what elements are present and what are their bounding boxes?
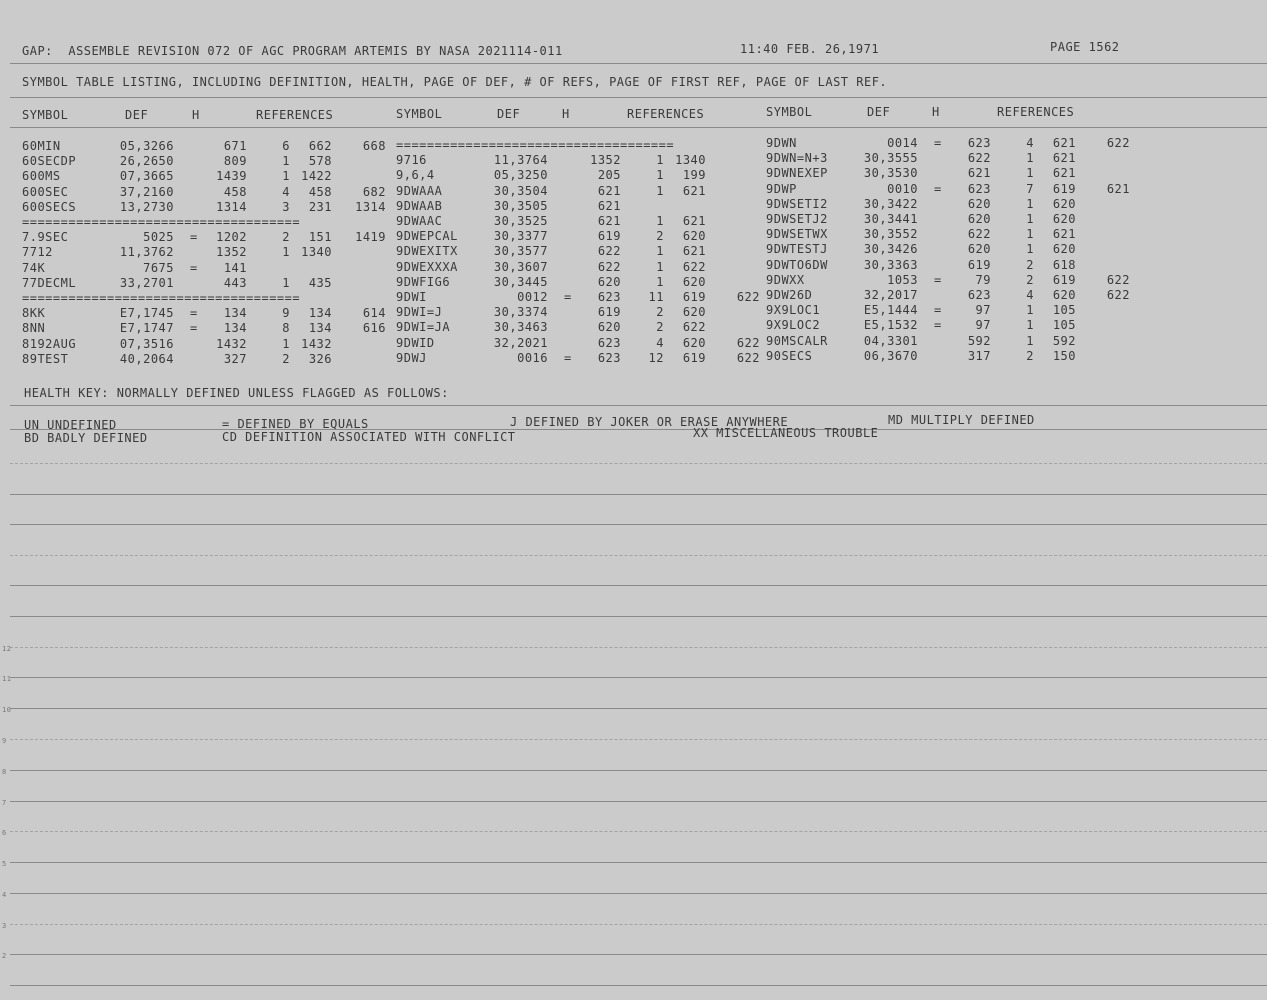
header-references-1: REFERENCES — [256, 108, 334, 122]
def-page-cell: 592 — [967, 333, 991, 348]
ref-count-cell: 1 — [1026, 166, 1034, 181]
health-cell: = — [934, 303, 942, 318]
def-page-cell: 134 — [223, 306, 247, 321]
first-ref-cell: 1340 — [675, 153, 706, 168]
header-program: GAP: ASSEMBLE REVISION 072 OF AGC PROGRAM ARTEMIS BY NASA 2021114-011 — [22, 44, 563, 58]
form-line — [10, 463, 1267, 464]
def-page-cell: 623 — [967, 288, 991, 302]
header-symbol-1: SYMBOL — [22, 108, 69, 122]
first-ref-cell: 620 — [1052, 196, 1076, 211]
def-cell: 26,2650 — [119, 154, 174, 169]
def-cell: 5025 — [143, 230, 174, 245]
symbol-cell: 60SECDP — [22, 154, 77, 169]
health-cell: = — [190, 321, 198, 336]
form-line — [10, 555, 1267, 556]
first-ref-cell: 105 — [1052, 303, 1076, 318]
ref-count-cell: 1 — [282, 154, 290, 169]
first-ref-cell: 620 — [682, 274, 706, 289]
def-page-cell: 621 — [597, 198, 621, 213]
def-page-cell: 327 — [223, 351, 247, 366]
form-line — [10, 985, 1267, 986]
first-ref-cell: 326 — [308, 351, 332, 366]
ref-count-cell: 8 — [282, 321, 290, 336]
header-references-3: REFERENCES — [997, 105, 1075, 119]
health-cell: = — [934, 318, 942, 333]
def-page-cell: 623 — [597, 290, 621, 304]
first-ref-cell: 592 — [1052, 333, 1076, 348]
last-ref-cell: 622 — [736, 335, 760, 350]
symbol-cell: 9DWP — [766, 181, 797, 196]
first-ref-cell: 619 — [1052, 272, 1076, 287]
def-page-cell: 671 — [223, 139, 247, 153]
last-ref-cell: 1314 — [355, 199, 386, 214]
symbol-cell: 60MIN — [22, 139, 61, 153]
margin-number: 6 — [2, 829, 7, 837]
separator-row: ==================================== — [22, 215, 301, 229]
ref-count-cell: 1 — [282, 169, 290, 184]
health-key-md: MD MULTIPLY DEFINED — [888, 413, 1035, 427]
ref-count-cell: 1 — [1026, 318, 1034, 333]
first-ref-cell: 621 — [1052, 136, 1076, 150]
def-cell: 0012 — [517, 290, 548, 304]
symbol-cell: 89TEST — [22, 351, 69, 366]
symbol-cell: 90SECS — [766, 348, 813, 363]
header-h-2: H — [562, 107, 570, 121]
header-symbol-3: SYMBOL — [766, 105, 813, 119]
first-ref-cell: 619 — [1052, 181, 1076, 196]
def-page-cell: 1352 — [216, 245, 247, 260]
def-cell: 30,3577 — [493, 244, 548, 259]
symbol-cell: 9DWN — [766, 136, 797, 150]
ref-count-cell: 2 — [656, 320, 664, 335]
def-page-cell: 620 — [967, 242, 991, 257]
first-ref-cell: 618 — [1052, 257, 1076, 272]
form-line — [10, 801, 1267, 802]
last-ref-cell: 668 — [362, 139, 386, 153]
symbol-cell: 9DWTO6DW — [766, 257, 828, 272]
first-ref-cell: 1422 — [301, 169, 332, 184]
form-line — [10, 677, 1267, 678]
def-cell: 30,3505 — [493, 198, 548, 213]
symbol-cell: 8KK — [22, 306, 46, 321]
def-cell: 30,3377 — [493, 229, 548, 244]
health-key-bd: BD BADLY DEFINED — [24, 431, 148, 445]
def-page-cell: 79 — [975, 272, 991, 287]
health-cell: = — [564, 290, 572, 304]
def-cell: 0014 — [887, 136, 918, 150]
form-line — [10, 647, 1267, 648]
def-cell: 7675 — [143, 260, 174, 275]
def-page-cell: 623 — [597, 335, 621, 350]
ref-count-cell: 7 — [1026, 181, 1034, 196]
rule — [10, 429, 1267, 430]
ref-count-cell: 2 — [656, 305, 664, 320]
def-page-cell: 134 — [223, 321, 247, 336]
def-page-cell: 619 — [967, 257, 991, 272]
def-cell: 0010 — [887, 181, 918, 196]
def-page-cell: 621 — [967, 166, 991, 181]
first-ref-cell: 1432 — [301, 336, 332, 351]
header-def-1: DEF — [125, 108, 149, 122]
first-ref-cell: 620 — [1052, 212, 1076, 226]
form-line — [10, 616, 1267, 617]
first-ref-cell: 621 — [682, 183, 706, 198]
def-page-cell: 622 — [967, 227, 991, 242]
def-page-cell: 620 — [597, 274, 621, 289]
def-cell: 30,3363 — [863, 257, 918, 272]
symbol-cell: 9DWEXITX — [396, 244, 458, 259]
ref-count-cell: 1 — [656, 274, 664, 289]
first-ref-cell: 199 — [682, 168, 706, 183]
rule — [10, 127, 1267, 128]
def-page-cell: 1439 — [216, 169, 247, 184]
first-ref-cell: 435 — [308, 275, 332, 290]
symbol-cell: 9DWTESTJ — [766, 242, 828, 257]
last-ref-cell: 1419 — [355, 230, 386, 245]
def-cell: 30,3374 — [493, 305, 548, 320]
def-cell: 30,3422 — [863, 196, 918, 211]
symbol-cell: 9DWSETI2 — [766, 196, 828, 211]
header-page: PAGE 1562 — [1050, 40, 1120, 54]
symbol-cell: 9,6,4 — [396, 168, 435, 183]
def-cell: 11,3762 — [119, 245, 174, 260]
ref-count-cell: 1 — [1026, 333, 1034, 348]
symbol-cell: 9X9LOC1 — [766, 303, 821, 318]
symbol-cell: 77DECML — [22, 275, 77, 290]
ref-count-cell: 1 — [282, 275, 290, 290]
symbol-cell: 9DWAAA — [396, 183, 443, 198]
symbol-cell: 9DWFIG6 — [396, 274, 451, 289]
def-page-cell: 623 — [597, 350, 621, 365]
header-h-1: H — [192, 108, 200, 122]
def-page-cell: 1314 — [216, 199, 247, 214]
def-page-cell: 1202 — [216, 230, 247, 245]
symbol-cell: 9DWEXXXA — [396, 259, 458, 274]
ref-count-cell: 2 — [1026, 257, 1034, 272]
symbol-cell: 8192AUG — [22, 336, 77, 351]
ref-count-cell: 1 — [1026, 196, 1034, 211]
def-page-cell: 622 — [597, 259, 621, 274]
rule — [10, 63, 1267, 64]
def-cell: 04,3301 — [863, 333, 918, 348]
header-h-3: H — [932, 105, 940, 119]
def-cell: E7,1747 — [119, 321, 174, 336]
margin-number: 4 — [2, 891, 7, 899]
health-key-title: HEALTH KEY: NORMALLY DEFINED UNLESS FLAGGED AS FOLLOWS: — [24, 386, 449, 400]
symbol-cell: 8NN — [22, 321, 46, 336]
def-cell: 05,3266 — [119, 139, 174, 153]
first-ref-cell: 134 — [308, 321, 332, 336]
ref-count-cell: 12 — [648, 350, 664, 365]
def-page-cell: 619 — [597, 229, 621, 244]
def-cell: 33,2701 — [119, 275, 174, 290]
symbol-cell: 600SEC — [22, 184, 69, 199]
caption: SYMBOL TABLE LISTING, INCLUDING DEFINITION, HEALTH, PAGE OF DEF, # OF REFS, PAGE OF FIRST REF, PAGE OF LAST REF. — [22, 75, 888, 89]
def-cell: 13,2730 — [119, 199, 174, 214]
margin-number: 8 — [2, 768, 7, 776]
def-page-cell: 1432 — [216, 336, 247, 351]
ref-count-cell: 6 — [282, 139, 290, 153]
first-ref-cell: 458 — [308, 184, 332, 199]
def-page-cell: 622 — [597, 244, 621, 259]
ref-count-cell: 1 — [656, 168, 664, 183]
form-line — [10, 739, 1267, 740]
symbol-cell: 9DWI=JA — [396, 320, 451, 335]
separator-row: ==================================== — [396, 138, 675, 152]
def-cell: 32,2017 — [863, 288, 918, 302]
first-ref-cell: 622 — [682, 259, 706, 274]
form-line — [10, 924, 1267, 925]
def-page-cell: 620 — [597, 320, 621, 335]
symbol-cell: 9DWAAB — [396, 198, 443, 213]
def-page-cell: 619 — [597, 305, 621, 320]
symbol-cell: 600MS — [22, 169, 61, 184]
symbol-cell: 9DWID — [396, 335, 435, 350]
ref-count-cell: 4 — [656, 335, 664, 350]
header-def-2: DEF — [497, 107, 521, 121]
first-ref-cell: 621 — [682, 244, 706, 259]
def-page-cell: 1352 — [590, 153, 621, 168]
def-cell: E5,1532 — [863, 318, 918, 333]
ref-count-cell: 1 — [656, 183, 664, 198]
first-ref-cell: 134 — [308, 306, 332, 321]
form-line — [10, 893, 1267, 894]
first-ref-cell: 620 — [682, 335, 706, 350]
def-page-cell: 621 — [597, 214, 621, 228]
rule — [10, 97, 1267, 98]
first-ref-cell: 105 — [1052, 318, 1076, 333]
ref-count-cell: 2 — [1026, 272, 1034, 287]
first-ref-cell: 621 — [682, 214, 706, 228]
def-page-cell: 317 — [967, 348, 991, 363]
symbol-cell: 9DWJ — [396, 350, 427, 365]
def-cell: 40,2064 — [119, 351, 174, 366]
first-ref-cell: 620 — [682, 305, 706, 320]
symbol-cell: 9DWSETJ2 — [766, 212, 828, 226]
first-ref-cell: 662 — [308, 139, 332, 153]
health-cell: = — [190, 230, 198, 245]
form-line — [10, 862, 1267, 863]
margin-number: 5 — [2, 860, 7, 868]
form-line — [10, 494, 1267, 495]
def-page-cell: 141 — [223, 260, 247, 275]
first-ref-cell: 621 — [1052, 151, 1076, 166]
ref-count-cell: 2 — [282, 351, 290, 366]
health-cell: = — [934, 272, 942, 287]
last-ref-cell: 622 — [1106, 288, 1130, 302]
last-ref-cell: 621 — [1106, 181, 1130, 196]
form-line — [10, 585, 1267, 586]
symbol-cell: 600SECS — [22, 199, 77, 214]
ref-count-cell: 1 — [656, 244, 664, 259]
symbol-cell: 9DWI — [396, 290, 427, 304]
ref-count-cell: 2 — [1026, 348, 1034, 363]
symbol-cell: 9DWXX — [766, 272, 805, 287]
form-line — [10, 831, 1267, 832]
health-cell: = — [934, 136, 942, 150]
symbol-cell: 9DWNEXEP — [766, 166, 828, 181]
symbol-cell: 7712 — [22, 245, 53, 260]
header-symbol-2: SYMBOL — [396, 107, 443, 121]
ref-count-cell: 2 — [656, 229, 664, 244]
last-ref-cell: 622 — [1106, 272, 1130, 287]
header-references-2: REFERENCES — [627, 107, 705, 121]
ref-count-cell: 1 — [656, 153, 664, 168]
first-ref-cell: 619 — [682, 290, 706, 304]
ref-count-cell: 3 — [282, 199, 290, 214]
last-ref-cell: 622 — [736, 290, 760, 304]
def-cell: 30,3504 — [493, 183, 548, 198]
ref-count-cell: 11 — [648, 290, 664, 304]
margin-number: 10 — [2, 706, 12, 714]
first-ref-cell: 150 — [1052, 348, 1076, 363]
margin-number: 11 — [2, 675, 12, 683]
def-cell: 30,3530 — [863, 166, 918, 181]
def-page-cell: 97 — [975, 318, 991, 333]
ref-count-cell: 1 — [656, 259, 664, 274]
def-cell: 30,3552 — [863, 227, 918, 242]
ref-count-cell: 1 — [656, 214, 664, 228]
def-page-cell: 458 — [223, 184, 247, 199]
def-cell: E7,1745 — [119, 306, 174, 321]
symbol-cell: 90MSCALR — [766, 333, 828, 348]
health-key-j: J DEFINED BY JOKER OR ERASE ANYWHERE — [510, 415, 789, 429]
first-ref-cell: 620 — [682, 229, 706, 244]
def-page-cell: 623 — [967, 181, 991, 196]
def-page-cell: 97 — [975, 303, 991, 318]
def-cell: 07,3516 — [119, 336, 174, 351]
def-cell: 05,3250 — [493, 168, 548, 183]
ref-count-cell: 9 — [282, 306, 290, 321]
ref-count-cell: 1 — [282, 245, 290, 260]
health-cell: = — [564, 350, 572, 365]
ref-count-cell: 1 — [1026, 212, 1034, 226]
def-cell: 0016 — [517, 350, 548, 365]
margin-number: 12 — [2, 645, 12, 653]
margin-number: 9 — [2, 737, 7, 745]
symbol-cell: 9716 — [396, 153, 427, 168]
symbol-cell: 74K — [22, 260, 46, 275]
def-cell: 30,3426 — [863, 242, 918, 257]
def-page-cell: 443 — [223, 275, 247, 290]
health-cell: = — [934, 181, 942, 196]
first-ref-cell: 620 — [1052, 288, 1076, 302]
def-cell: 30,3445 — [493, 274, 548, 289]
form-line — [10, 524, 1267, 525]
last-ref-cell: 622 — [736, 350, 760, 365]
def-page-cell: 622 — [967, 151, 991, 166]
symbol-cell: 9DWN=N+3 — [766, 151, 828, 166]
first-ref-cell: 1340 — [301, 245, 332, 260]
header-def-3: DEF — [867, 105, 891, 119]
last-ref-cell: 622 — [1106, 136, 1130, 150]
last-ref-cell: 614 — [362, 306, 386, 321]
def-page-cell: 205 — [597, 168, 621, 183]
first-ref-cell: 619 — [682, 350, 706, 365]
ref-count-cell: 1 — [1026, 227, 1034, 242]
first-ref-cell: 231 — [308, 199, 332, 214]
separator-row: ==================================== — [22, 291, 301, 305]
form-line — [10, 708, 1267, 709]
ref-count-cell: 1 — [282, 336, 290, 351]
ref-count-cell: 1 — [1026, 242, 1034, 257]
header-datetime: 11:40 FEB. 26,1971 — [740, 42, 880, 56]
first-ref-cell: 621 — [1052, 166, 1076, 181]
def-page-cell: 620 — [967, 196, 991, 211]
ref-count-cell: 4 — [282, 184, 290, 199]
margin-number: 2 — [2, 952, 7, 960]
def-cell: 1053 — [887, 272, 918, 287]
health-key-xx: XX MISCELLANEOUS TROUBLE — [693, 426, 879, 440]
def-page-cell: 809 — [223, 154, 247, 169]
symbol-cell: 9X9LOC2 — [766, 318, 821, 333]
def-cell: 11,3764 — [493, 153, 548, 168]
ref-count-cell: 1 — [1026, 303, 1034, 318]
health-key-eq: = DEFINED BY EQUALS — [222, 417, 369, 431]
def-page-cell: 620 — [967, 212, 991, 226]
first-ref-cell: 151 — [308, 230, 332, 245]
symbol-cell: 9DW26D — [766, 288, 813, 302]
symbol-cell: 9DWAAC — [396, 214, 443, 228]
def-page-cell: 621 — [597, 183, 621, 198]
margin-number: 3 — [2, 922, 7, 930]
def-cell: 30,3525 — [493, 214, 548, 228]
health-cell: = — [190, 306, 198, 321]
health-cell: = — [190, 260, 198, 275]
last-ref-cell: 682 — [362, 184, 386, 199]
def-cell: 32,2021 — [493, 335, 548, 350]
def-cell: E5,1444 — [863, 303, 918, 318]
def-cell: 30,3441 — [863, 212, 918, 226]
symbol-cell: 7.9SEC — [22, 230, 69, 245]
symbol-cell: 9DWSETWX — [766, 227, 828, 242]
def-cell: 30,3607 — [493, 259, 548, 274]
form-line — [10, 954, 1267, 955]
def-cell: 30,3463 — [493, 320, 548, 335]
ref-count-cell: 2 — [282, 230, 290, 245]
first-ref-cell: 578 — [308, 154, 332, 169]
form-line — [10, 770, 1267, 771]
ref-count-cell: 4 — [1026, 288, 1034, 302]
def-page-cell: 623 — [967, 136, 991, 150]
margin-number: 7 — [2, 799, 7, 807]
def-cell: 07,3665 — [119, 169, 174, 184]
first-ref-cell: 621 — [1052, 227, 1076, 242]
symbol-cell: 9DWEPCAL — [396, 229, 458, 244]
def-cell: 37,2160 — [119, 184, 174, 199]
def-cell: 30,3555 — [863, 151, 918, 166]
first-ref-cell: 620 — [1052, 242, 1076, 257]
ref-count-cell: 1 — [1026, 151, 1034, 166]
def-cell: 06,3670 — [863, 348, 918, 363]
last-ref-cell: 616 — [362, 321, 386, 336]
rule — [10, 405, 1267, 406]
ref-count-cell: 4 — [1026, 136, 1034, 150]
symbol-cell: 9DWI=J — [396, 305, 443, 320]
health-key-un: UN UNDEFINED — [24, 418, 117, 432]
health-key-cd: CD DEFINITION ASSOCIATED WITH CONFLICT — [222, 430, 516, 444]
first-ref-cell: 622 — [682, 320, 706, 335]
